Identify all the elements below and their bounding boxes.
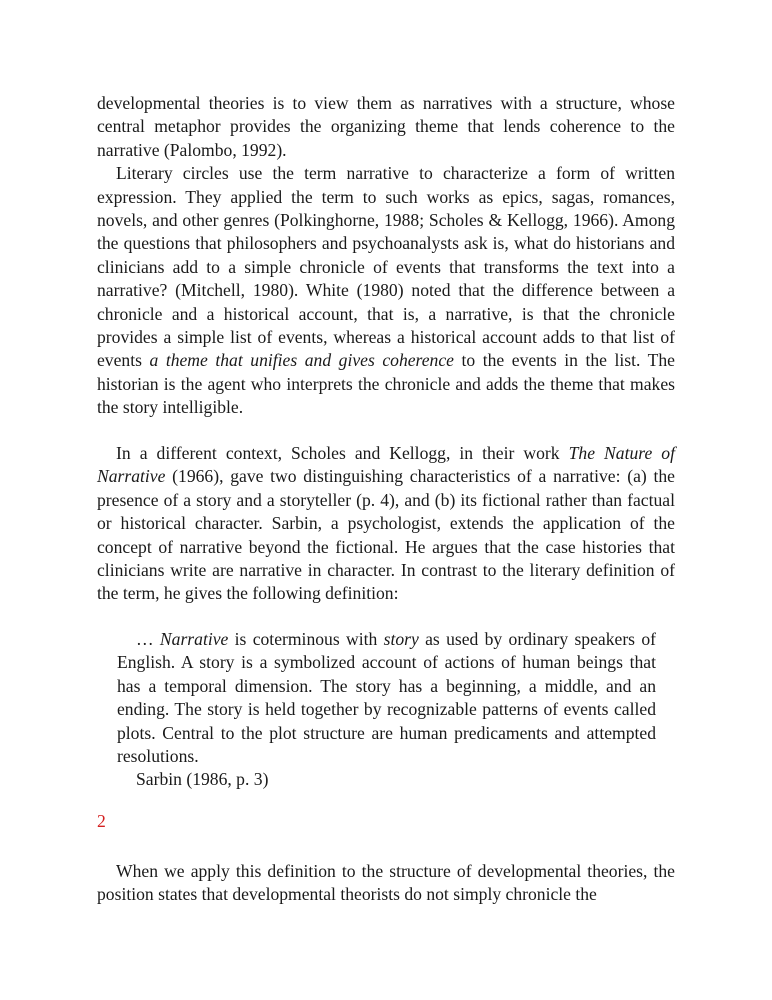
quote-ellipsis: … (136, 629, 160, 649)
body-text-middle (97, 442, 675, 606)
body-text-top (97, 92, 675, 420)
paragraph-text: (1966), gave two distinguishing characteristics of a narrative: (a) the presence of a story and a storyteller (p. 4), and (b) its fictional rather than factual or historical character. Sarbin, a psychologist, extends the application of the concept of narrative beyond the fictional. He argues that the case histories that clinicians write are narrative in character. In contrast to the literary definition of the term, he gives the following definition: (97, 466, 675, 604)
emphasis-text: Narrative (159, 629, 229, 649)
quote-fragment: as used by ordinary speakers of English. A story is a symbolized account of actions of human beings that has a temporal dimension. The story has a beginning, a middle, and an ending. The story is held together by recognizable patterns of events called plots. Central to the plot structure are human predicaments and attempted resolutions. (117, 629, 656, 767)
quote-text (117, 628, 656, 768)
emphasis-text: a theme that unifies and gives coherence (149, 350, 454, 371)
quote-citation: Sarbin (1986, p. 3) (136, 769, 269, 790)
block-quote (117, 628, 656, 792)
paragraph-text: In a different context, Scholes and Kellogg, in their work (116, 443, 569, 463)
body-text-bottom (97, 860, 675, 907)
paragraph-apply-definition: When we apply this definition to the structure of developmental theories, the position states that developmental theorists do not simply chronicle the (97, 861, 675, 905)
paragraph-continued: developmental theories is to view them as narratives with a structure, whose central metaphor provides the organizing theme that lends coherence to the narrative (Palombo, 1992). (97, 93, 675, 160)
book-title: The Nature of Narrative (97, 443, 675, 487)
quote-fragment: is coterminous with (228, 629, 384, 649)
paragraph-literary-circles (97, 162, 675, 419)
emphasis-text: story (383, 629, 419, 649)
page-number: 2 (97, 811, 106, 831)
paragraph-scholes-kellogg (97, 442, 675, 606)
paragraph-text: to the events in the list. The historian is the agent who interprets the chronicle and adds the theme that makes the story intelligible. (97, 350, 675, 418)
paragraph-text: Literary circles use the term narrative to characterize a form of written expression. They applied the term to such works as epics, sagas, romances, novels, and other genres (Polkinghorne, 1988; Scholes & Kellogg, 1966). Among the questions that philosophers and psychoanalysts ask is, what do historians and clinicians add to a simple chronicle of events that transforms the text into a narrative? (Mitchell, 1980). White (1980) noted that the difference between a chronicle and a historical account, that is, a narrative, is that the chronicle provides a simple list of events, whereas a historical account adds to that list of events (97, 163, 675, 371)
